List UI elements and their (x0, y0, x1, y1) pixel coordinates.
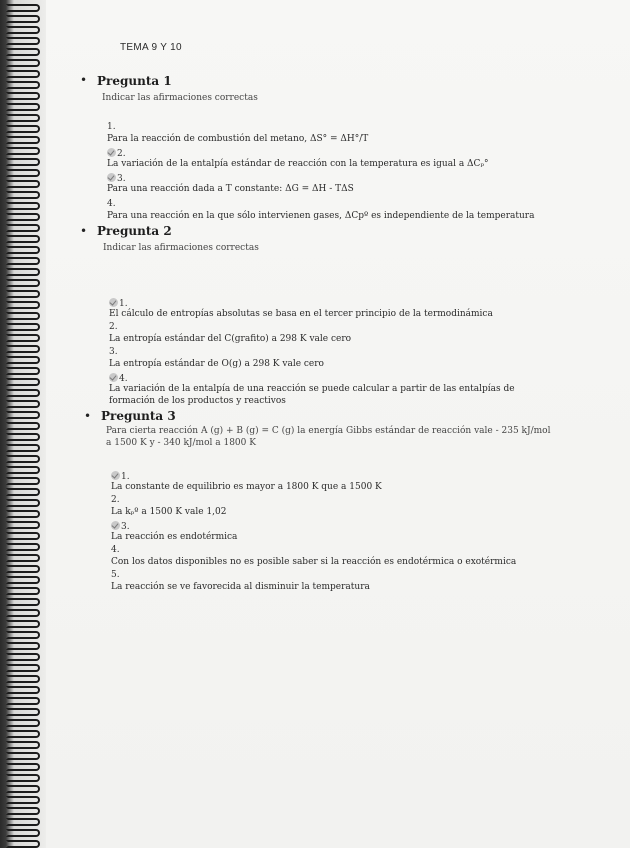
spiral-ring (6, 59, 40, 67)
page-title: TEMA 9 Y 10 (120, 42, 182, 53)
spiral-ring (6, 400, 40, 408)
spiral-ring (6, 235, 40, 243)
q1-option-3-number: 3. (117, 174, 126, 184)
q1-option-1-text: Para la reacción de combustión del metano, ΔS° = ΔH°/T (107, 134, 369, 144)
spiral-ring (6, 521, 40, 529)
q1-option-2-text: La variación de la entalpía estándar de reacción con la temperatura es igual a ΔCₚ° (107, 159, 489, 169)
spiral-ring (6, 488, 40, 496)
spiral-ring (6, 774, 40, 782)
bullet-q2: • (80, 224, 88, 238)
spiral-ring (6, 829, 40, 837)
spiral-ring (6, 587, 40, 595)
spiral-ring (6, 620, 40, 628)
q3-option-4-text: Con los datos disponibles no es posible saber si la reacción es endotérmica o exotérmica (111, 557, 517, 567)
spiral-ring (6, 180, 40, 188)
spiral-ring (6, 510, 40, 518)
spiral-ring (6, 202, 40, 210)
spiral-ring (6, 4, 40, 12)
spiral-ring (6, 697, 40, 705)
q3-option-3-number: 3. (121, 522, 130, 532)
spiral-ring (6, 246, 40, 254)
spiral-ring (6, 70, 40, 78)
spiral-ring (6, 433, 40, 441)
spiral-ring (6, 191, 40, 199)
check-icon (109, 373, 118, 382)
spiral-ring (6, 169, 40, 177)
question-1-heading: Pregunta 1 (97, 74, 172, 88)
q3-option-3-text: La reacción es endotérmica (111, 532, 238, 542)
check-icon (109, 298, 118, 307)
spiral-ring (6, 708, 40, 716)
q3-option-4-number: 4. (111, 545, 120, 555)
spiral-ring (6, 675, 40, 683)
q2-option-4-text-line2: formación de los productos y reactivos (109, 396, 286, 406)
spiral-ring (6, 686, 40, 694)
spiral-ring (6, 81, 40, 89)
check-icon (111, 471, 120, 480)
q1-option-1-number: 1. (107, 122, 116, 132)
check-icon (107, 173, 116, 182)
q2-option-1-text: El cálculo de entropías absolutas se basa en el tercer principio de la termodinámica (109, 309, 493, 319)
spiral-ring (6, 532, 40, 540)
spiral-ring (6, 642, 40, 650)
spiral-ring (6, 840, 40, 848)
spiral-ring (6, 389, 40, 397)
spiral-ring (6, 752, 40, 760)
q1-option-3-number-row (107, 172, 126, 184)
spiral-ring (6, 257, 40, 265)
question-3-instruction-line2: a 1500 K y - 340 kJ/mol a 1800 K (106, 438, 256, 448)
q3-option-2-text: La kₚº a 1500 K vale 1,02 (111, 507, 227, 517)
spiral-ring (6, 356, 40, 364)
spiral-binding (0, 0, 46, 848)
spiral-ring (6, 114, 40, 122)
q2-option-1-number-row (109, 297, 128, 309)
spiral-ring (6, 334, 40, 342)
q2-option-2-text: La entropía estándar del C(grafito) a 298 K vale cero (109, 334, 352, 344)
spiral-ring (6, 741, 40, 749)
notebook-page (46, 0, 630, 848)
question-3-heading: Pregunta 3 (101, 409, 176, 423)
spiral-ring (6, 48, 40, 56)
spiral-ring (6, 323, 40, 331)
check-icon (107, 148, 116, 157)
spiral-ring (6, 631, 40, 639)
spiral-ring (6, 279, 40, 287)
spiral-ring (6, 26, 40, 34)
spiral-ring (6, 301, 40, 309)
spiral-ring (6, 268, 40, 276)
spiral-ring (6, 15, 40, 23)
spiral-ring (6, 466, 40, 474)
q2-option-4-number: 4. (119, 374, 128, 384)
q3-option-3-number-row (111, 520, 130, 532)
spiral-ring (6, 785, 40, 793)
spiral-ring (6, 609, 40, 617)
spiral-ring (6, 367, 40, 375)
q3-option-5-number: 5. (111, 570, 120, 580)
spiral-ring (6, 103, 40, 111)
spiral-ring (6, 312, 40, 320)
spiral-ring (6, 92, 40, 100)
q2-option-4-number-row (109, 372, 128, 384)
q3-option-1-number: 1. (121, 472, 130, 482)
q2-option-1-number: 1. (119, 299, 128, 309)
spiral-ring (6, 477, 40, 485)
spiral-ring (6, 224, 40, 232)
q2-option-2-number: 2. (109, 322, 118, 332)
spiral-ring (6, 818, 40, 826)
spiral-ring (6, 158, 40, 166)
spiral-ring (6, 411, 40, 419)
question-1-instruction: Indicar las afirmaciones correctas (102, 93, 258, 103)
spiral-ring (6, 455, 40, 463)
question-2-heading: Pregunta 2 (97, 224, 172, 238)
spiral-ring (6, 290, 40, 298)
spiral-ring (6, 653, 40, 661)
q1-option-2-number: 2. (117, 149, 126, 159)
spiral-ring (6, 213, 40, 221)
spiral-ring (6, 345, 40, 353)
spiral-ring (6, 37, 40, 45)
spiral-ring (6, 719, 40, 727)
spiral-ring (6, 543, 40, 551)
spiral-ring (6, 554, 40, 562)
q3-option-5-text: La reacción se ve favorecida al disminuir la temperatura (111, 582, 370, 592)
q1-option-4-text: Para una reacción en la que sólo intervienen gases, ΔCpº es independiente de la temperatura (107, 211, 535, 221)
spiral-ring (6, 796, 40, 804)
spiral-ring (6, 565, 40, 573)
spiral-ring (6, 730, 40, 738)
spiral-ring (6, 444, 40, 452)
q1-option-2-number-row (107, 147, 126, 159)
spiral-ring (6, 125, 40, 133)
question-2-instruction: Indicar las afirmaciones correctas (103, 243, 259, 253)
spiral-ring (6, 664, 40, 672)
spiral-ring (6, 378, 40, 386)
q3-option-1-text: La constante de equilibrio es mayor a 1800 K que a 1500 K (111, 482, 382, 492)
spiral-ring (6, 147, 40, 155)
q3-option-2-number: 2. (111, 495, 120, 505)
question-3-instruction: Para cierta reacción A (g) + B (g) = C (g) la energía Gibbs estándar de reacción vale - 235 kJ/mol (106, 426, 551, 436)
bullet-q1: • (80, 73, 88, 87)
spiral-ring (6, 422, 40, 430)
spiral-ring (6, 807, 40, 815)
spiral-ring (6, 763, 40, 771)
q2-option-4-text: La variación de la entalpía de una reacción se puede calcular a partir de las entalpías de (109, 384, 515, 394)
q1-option-4-number: 4. (107, 199, 116, 209)
q2-option-3-text: La entropía estándar de O(g) a 298 K vale cero (109, 359, 324, 369)
q2-option-3-number: 3. (109, 347, 118, 357)
check-icon (111, 521, 120, 530)
q1-option-3-text: Para una reacción dada a T constante: ΔG = ΔH - TΔS (107, 184, 354, 194)
spiral-ring (6, 576, 40, 584)
spiral-ring (6, 499, 40, 507)
spiral-ring (6, 136, 40, 144)
bullet-q3: • (84, 409, 92, 423)
spiral-ring (6, 598, 40, 606)
q3-option-1-number-row (111, 470, 130, 482)
